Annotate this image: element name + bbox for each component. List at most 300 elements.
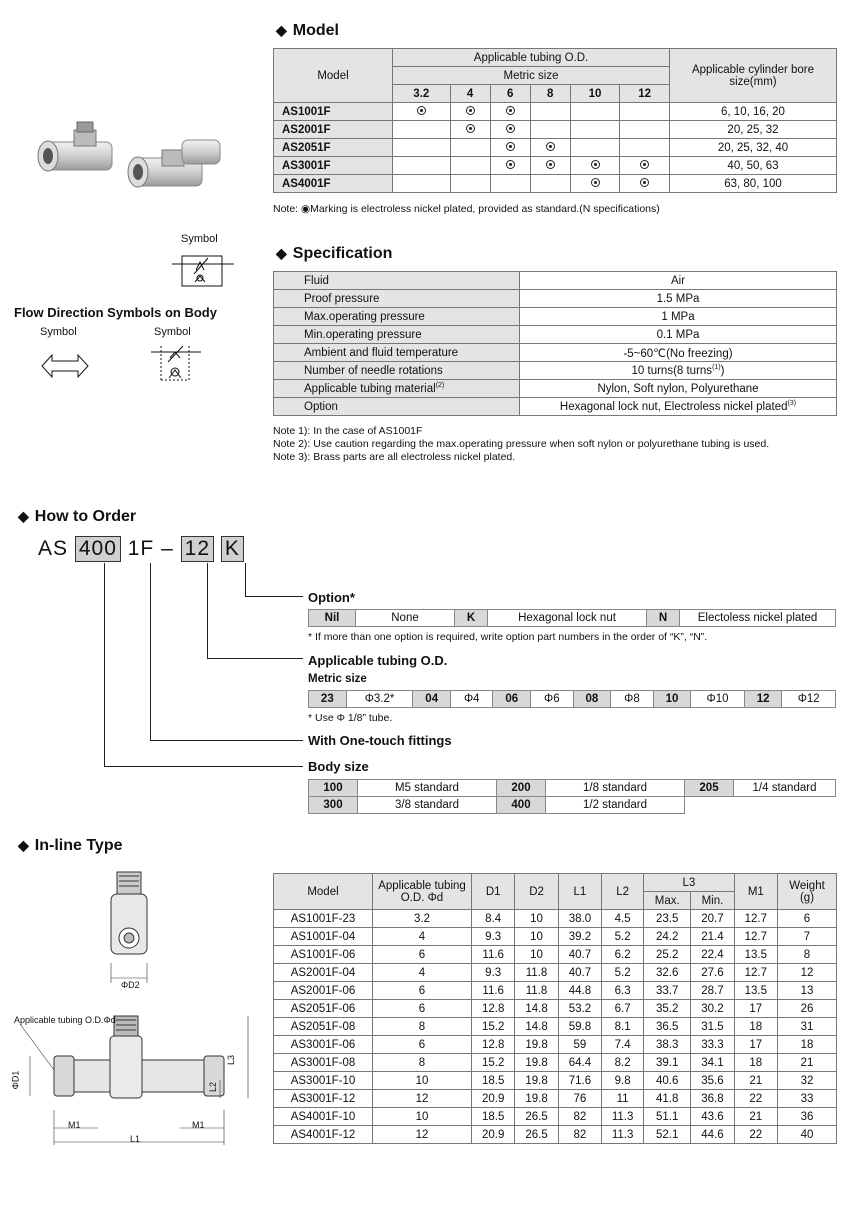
inline-cell: 38.0 (558, 910, 601, 928)
inline-header-min: Min. (691, 892, 734, 910)
inline-cell: 5.2 (602, 964, 644, 982)
inline-cell: 20.9 (472, 1090, 515, 1108)
inline-model: AS2001F-04 (274, 964, 373, 982)
inline-model: AS3001F-08 (274, 1054, 373, 1072)
dim-d1: ΦD1 (10, 1070, 21, 1090)
marking-dot-icon (490, 103, 530, 121)
inline-cell: 13.5 (734, 946, 777, 964)
marking-dot-icon (466, 124, 475, 133)
tubing-code: 06 (493, 691, 531, 708)
inline-cell: 5.2 (602, 928, 644, 946)
inline-cell: 9.3 (472, 964, 515, 982)
inline-cell: 12.7 (734, 910, 777, 928)
inline-cell: 12.7 (734, 964, 777, 982)
model-name: AS3001F (274, 157, 393, 175)
inline-cell: 18 (734, 1054, 777, 1072)
inline-cell: 15.2 (472, 1018, 515, 1036)
inline-model: AS1001F-23 (274, 910, 373, 928)
inline-cell: 4.5 (602, 910, 644, 928)
size-header: 8 (530, 85, 570, 103)
model-note: Note: ◉Marking is electroless nickel plated, provided as standard.(N specifications) (273, 203, 660, 215)
inline-model: AS1001F-06 (274, 946, 373, 964)
spec-table (273, 271, 837, 416)
inline-cell: 11.6 (472, 946, 515, 964)
spec-row (274, 290, 837, 308)
spec-value-text: 10 turns(8 turns (631, 364, 713, 377)
spec-section-title: ◆ Specification (276, 245, 393, 262)
metric-title: Metric size (308, 673, 367, 685)
inline-row (274, 1018, 837, 1036)
inline-cell: 6 (373, 1036, 472, 1054)
spec-key-text: Ambient and fluid temperature (304, 346, 459, 359)
inline-cell: 14.8 (515, 1018, 558, 1036)
inline-model: AS1001F-04 (274, 928, 373, 946)
inline-cell: 18 (734, 1018, 777, 1036)
inline-cell: 10 (515, 928, 558, 946)
tubing-table (308, 690, 836, 708)
inline-cell: 21 (734, 1072, 777, 1090)
model-table (273, 48, 837, 193)
spec-value-text: -5~60℃(No freezing) (623, 347, 733, 360)
inline-cell: 12 (373, 1090, 472, 1108)
order-code (38, 536, 244, 562)
metric-header: Metric size (393, 67, 670, 85)
spec-notes (273, 425, 769, 464)
tubing-size: Φ10 (691, 691, 744, 708)
inline-cell: 32 (778, 1072, 837, 1090)
spec-key (274, 272, 520, 290)
size-header: 4 (450, 85, 490, 103)
body-title: Body size (308, 759, 369, 774)
marking-dot-icon (546, 142, 555, 151)
spec-key (274, 308, 520, 326)
inline-cell: 6 (373, 1000, 472, 1018)
inline-cell: 13 (778, 982, 837, 1000)
inline-cell: 22.4 (691, 946, 734, 964)
flow-control-symbol-icon (168, 252, 238, 292)
inline-cell: 41.8 (644, 1090, 691, 1108)
spec-note-ref: (1) (712, 364, 721, 372)
tubing-header: Applicable tubing O.D. (393, 49, 670, 67)
inline-cell: 18 (778, 1036, 837, 1054)
inline-cell: 12 (778, 964, 837, 982)
inline-model: AS3001F-12 (274, 1090, 373, 1108)
inline-cell: 26.5 (515, 1126, 558, 1144)
inline-cell: 19.8 (515, 1090, 558, 1108)
tubing-note: * Use Φ 1/8” tube. (308, 712, 393, 724)
tubing-size: Φ3.2* (346, 691, 413, 708)
spec-value (520, 362, 837, 380)
inline-header-m1: M1 (734, 874, 777, 910)
inline-cell: 30.2 (691, 1000, 734, 1018)
inline-cell: 9.3 (472, 928, 515, 946)
spec-row (274, 272, 837, 290)
inline-cell: 8 (373, 1054, 472, 1072)
marking-dot-icon (450, 121, 490, 139)
inline-cell: 6 (373, 946, 472, 964)
option-desc-n: Electoless nickel plated (680, 610, 836, 627)
inline-cell: 11.8 (515, 964, 558, 982)
inline-row (274, 1000, 837, 1018)
spec-value (520, 326, 837, 344)
tubing-size: Φ12 (782, 691, 836, 708)
inline-cell: 23.5 (644, 910, 691, 928)
inline-cell: 39.1 (644, 1054, 691, 1072)
model-row (274, 157, 837, 175)
inline-cell: 18.5 (472, 1108, 515, 1126)
inline-cell: 8 (373, 1018, 472, 1036)
inline-cell: 53.2 (558, 1000, 601, 1018)
marking-dot-icon (450, 103, 490, 121)
inline-cell: 22 (734, 1126, 777, 1144)
tubing-code: 23 (309, 691, 347, 708)
order-section-title: ◆ How to Order (18, 508, 137, 525)
marking-dot-icon (620, 157, 670, 175)
model-name: AS2051F (274, 139, 393, 157)
spec-key (274, 326, 520, 344)
body-desc-300: 3/8 standard (358, 797, 497, 814)
inline-cell: 17 (734, 1036, 777, 1054)
inline-cell: 11.3 (602, 1126, 644, 1144)
marking-dot-icon (530, 157, 570, 175)
body-code-400: 400 (497, 797, 546, 814)
inline-cell: 26 (778, 1000, 837, 1018)
dim-tubing-label: Applicable tubing O.D.Φd (14, 1015, 116, 1025)
marking-dot-icon (490, 139, 530, 157)
empty-cell (530, 121, 570, 139)
size-header: 6 (490, 85, 530, 103)
spec-key-text: Number of needle rotations (304, 364, 443, 377)
code-prefix: AS (38, 537, 69, 560)
marking-dot-icon (591, 178, 600, 187)
inline-cell: 12.8 (472, 1036, 515, 1054)
model-section-title: ◆ Model (276, 22, 339, 39)
empty-cell (450, 139, 490, 157)
inline-cell: 14.8 (515, 1000, 558, 1018)
inline-model: AS3001F-06 (274, 1036, 373, 1054)
onetouch-title: With One-touch fittings (308, 733, 452, 748)
code-body-size: 400 (75, 536, 121, 562)
empty-cell (620, 103, 670, 121)
spec-note-ref: (3) (787, 400, 797, 408)
empty-cell (490, 175, 530, 193)
marking-dot-icon (620, 175, 670, 193)
spec-key-text: Max.operating pressure (304, 310, 425, 323)
inline-cell: 33 (778, 1090, 837, 1108)
inline-cell: 21.4 (691, 928, 734, 946)
inline-cell: 26.5 (515, 1108, 558, 1126)
dim-l3: L3 (226, 1054, 237, 1066)
model-row (274, 103, 837, 121)
body-desc-200: 1/8 standard (546, 780, 685, 797)
inline-cell: 33.3 (691, 1036, 734, 1054)
code-onetouch: 1F (127, 537, 155, 560)
inline-header-l1: L1 (558, 874, 601, 910)
inline-cell: 11.8 (515, 982, 558, 1000)
inline-cell: 59 (558, 1036, 601, 1054)
tubing-size: Φ8 (611, 691, 653, 708)
check-valve-symbol-icon (145, 342, 207, 392)
model-row (274, 139, 837, 157)
inline-header-weight: Weight (g) (778, 874, 837, 910)
inline-cell: 28.7 (691, 982, 734, 1000)
spec-value-text: 0.1 MPa (656, 328, 700, 341)
inline-model: AS2001F-06 (274, 982, 373, 1000)
marking-dot-icon (506, 160, 515, 169)
inline-cell: 13.5 (734, 982, 777, 1000)
option-table (308, 609, 836, 627)
body-code-300: 300 (309, 797, 358, 814)
dim-l2: L2 (208, 1081, 219, 1093)
bore-size: 40, 50, 63 (670, 157, 837, 175)
spec-note-1: Note 1): In the case of AS1001F (273, 425, 423, 437)
inline-table (273, 873, 837, 1144)
marking-dot-icon (640, 160, 649, 169)
body-code-205: 205 (685, 780, 734, 797)
inline-section-title: ◆ In-line Type (18, 837, 123, 854)
inline-cell: 7 (778, 928, 837, 946)
dim-l1: L1 (130, 1134, 141, 1144)
inline-model: AS4001F-12 (274, 1126, 373, 1144)
spec-key (274, 380, 520, 398)
marking-dot-icon (417, 106, 426, 115)
inline-cell: 33.7 (644, 982, 691, 1000)
inline-model: AS3001F-10 (274, 1072, 373, 1090)
spec-value-text: Air (670, 274, 686, 287)
spec-note-3: Note 3): Brass parts are all electroless nickel plated. (273, 451, 516, 463)
spec-key (274, 344, 520, 362)
inline-cell: 3.2 (373, 910, 472, 928)
spec-row (274, 326, 837, 344)
symbol-label-top: Symbol (181, 233, 218, 245)
bore-header: Applicable cylinder bore size(mm) (670, 49, 837, 103)
inline-cell: 44.8 (558, 982, 601, 1000)
option-code-nil: Nil (309, 610, 356, 627)
tubing-code: 08 (573, 691, 611, 708)
inline-cell: 27.6 (691, 964, 734, 982)
empty-cell (393, 121, 451, 139)
spec-row (274, 344, 837, 362)
spec-value (520, 272, 837, 290)
spec-value (520, 380, 837, 398)
inline-row (274, 928, 837, 946)
inline-cell: 8.4 (472, 910, 515, 928)
inline-cell: 17 (734, 1000, 777, 1018)
empty-cell (393, 175, 451, 193)
spec-key-text: Min.operating pressure (304, 328, 422, 341)
inline-cell: 11.3 (602, 1108, 644, 1126)
empty-cell (570, 103, 620, 121)
inline-cell: 22 (734, 1090, 777, 1108)
inline-cell: 10 (515, 910, 558, 928)
inline-side-view-drawing (10, 1010, 260, 1150)
inline-row (274, 1108, 837, 1126)
inline-cell: 19.8 (515, 1054, 558, 1072)
inline-cell: 32.6 (644, 964, 691, 982)
marking-dot-icon (530, 139, 570, 157)
option-desc-nil: None (356, 610, 455, 627)
empty-cell (530, 175, 570, 193)
inline-cell: 12.8 (472, 1000, 515, 1018)
inline-cell: 40.7 (558, 946, 601, 964)
spec-row (274, 398, 837, 416)
body-desc-205: 1/4 standard (734, 780, 836, 797)
inline-cell: 20.7 (691, 910, 734, 928)
inline-row (274, 1072, 837, 1090)
option-title: Option* (308, 590, 355, 605)
inline-header-l2: L2 (602, 874, 644, 910)
spec-key-text: Fluid (304, 274, 329, 287)
inline-cell: 52.1 (644, 1126, 691, 1144)
inline-row (274, 1126, 837, 1144)
inline-cell: 21 (734, 1108, 777, 1126)
spec-key-text: Option (304, 400, 338, 413)
spec-key-text: Proof pressure (304, 292, 380, 305)
inline-cell: 43.6 (691, 1108, 734, 1126)
inline-row (274, 1036, 837, 1054)
marking-dot-icon (570, 175, 620, 193)
inline-cell: 21 (778, 1054, 837, 1072)
tubing-code: 10 (653, 691, 691, 708)
tubing-code: 12 (744, 691, 782, 708)
inline-cell: 11.6 (472, 982, 515, 1000)
spec-value-text: 1 MPa (661, 310, 695, 323)
inline-cell: 10 (373, 1108, 472, 1126)
inline-cell: 35.2 (644, 1000, 691, 1018)
marking-dot-icon (490, 121, 530, 139)
marking-dot-icon (506, 106, 515, 115)
dim-m1-right: M1 (192, 1120, 205, 1130)
inline-row (274, 946, 837, 964)
code-tubing: 12 (181, 536, 214, 562)
marking-dot-icon (506, 124, 515, 133)
spec-value-text: Nylon, Soft nylon, Polyurethane (597, 382, 759, 395)
inline-cell: 18.5 (472, 1072, 515, 1090)
flow-direction-title: Flow Direction Symbols on Body (14, 305, 217, 320)
inline-cell: 7.4 (602, 1036, 644, 1054)
inline-cell: 59.8 (558, 1018, 601, 1036)
spec-row (274, 308, 837, 326)
inline-top-view-drawing (95, 868, 165, 998)
marking-dot-icon (490, 157, 530, 175)
spec-value (520, 290, 837, 308)
inline-cell: 4 (373, 964, 472, 982)
spec-row (274, 380, 837, 398)
body-table (308, 779, 836, 814)
bore-size: 20, 25, 32 (670, 121, 837, 139)
inline-model: AS2051F-06 (274, 1000, 373, 1018)
dim-m1-left: M1 (68, 1120, 81, 1130)
model-name: AS1001F (274, 103, 393, 121)
marking-dot-icon (466, 106, 475, 115)
inline-cell: 40 (778, 1126, 837, 1144)
model-name: AS2001F (274, 121, 393, 139)
inline-cell: 36.5 (644, 1018, 691, 1036)
inline-cell: 12.7 (734, 928, 777, 946)
marking-dot-icon (570, 157, 620, 175)
inline-model: AS4001F-10 (274, 1108, 373, 1126)
inline-header-d1: D1 (472, 874, 515, 910)
spec-note-ref: (2) (435, 382, 445, 390)
marking-dot-icon (591, 160, 600, 169)
inline-cell: 19.8 (515, 1036, 558, 1054)
body-code-200: 200 (497, 780, 546, 797)
inline-cell: 6 (778, 910, 837, 928)
marking-dot-icon (506, 142, 515, 151)
product-photo (32, 120, 232, 220)
inline-header-d2: D2 (515, 874, 558, 910)
empty-cell (620, 121, 670, 139)
bore-size: 20, 25, 32, 40 (670, 139, 837, 157)
inline-cell: 19.8 (515, 1072, 558, 1090)
dim-d2: ΦD2 (121, 980, 140, 990)
body-desc-400: 1/2 standard (546, 797, 685, 814)
inline-cell: 24.2 (644, 928, 691, 946)
inline-row (274, 910, 837, 928)
tubing-size: Φ4 (451, 691, 493, 708)
inline-cell: 82 (558, 1126, 601, 1144)
spec-note-2: Note 2): Use caution regarding the max.operating pressure when soft nylon or polyurethane tubing is used. (273, 438, 770, 450)
inline-cell: 6 (373, 982, 472, 1000)
body-desc-100: M5 standard (358, 780, 497, 797)
inline-cell: 31 (778, 1018, 837, 1036)
spec-value (520, 398, 837, 416)
inline-cell: 25.2 (644, 946, 691, 964)
spec-value-text: Hexagonal lock nut, Electroless nickel plated (559, 400, 788, 413)
inline-cell: 12 (373, 1126, 472, 1144)
inline-cell: 36 (778, 1108, 837, 1126)
inline-row (274, 982, 837, 1000)
inline-row (274, 964, 837, 982)
double-arrow-icon (40, 352, 90, 380)
inline-cell: 9.8 (602, 1072, 644, 1090)
inline-cell: 76 (558, 1090, 601, 1108)
inline-cell: 82 (558, 1108, 601, 1126)
empty-cell (620, 139, 670, 157)
model-name: AS4001F (274, 175, 393, 193)
tubing-size: Φ6 (531, 691, 573, 708)
empty-cell (570, 139, 620, 157)
inline-cell: 15.2 (472, 1054, 515, 1072)
size-header: 12 (620, 85, 670, 103)
inline-cell: 38.3 (644, 1036, 691, 1054)
option-note: * If more than one option is required, write option part numbers in the order of “K”, “N”. (308, 631, 708, 643)
inline-cell: 31.5 (691, 1018, 734, 1036)
inline-cell: 6.2 (602, 946, 644, 964)
inline-header-l3: L3 (644, 874, 734, 892)
model-header: Model (274, 49, 393, 103)
inline-cell: 64.4 (558, 1054, 601, 1072)
inline-header-tubing: Applicable tubing O.D. Φd (373, 874, 472, 910)
inline-cell: 39.2 (558, 928, 601, 946)
inline-cell: 51.1 (644, 1108, 691, 1126)
spec-value-text: 1.5 MPa (656, 292, 700, 305)
empty-cell (530, 103, 570, 121)
empty-cell (450, 157, 490, 175)
inline-cell: 20.9 (472, 1126, 515, 1144)
empty-cell (570, 121, 620, 139)
spec-key (274, 290, 520, 308)
option-desc-k: Hexagonal lock nut (488, 610, 647, 627)
inline-cell: 8.2 (602, 1054, 644, 1072)
inline-model: AS2051F-08 (274, 1018, 373, 1036)
inline-cell: 6.7 (602, 1000, 644, 1018)
model-row (274, 175, 837, 193)
inline-cell: 34.1 (691, 1054, 734, 1072)
inline-cell: 35.6 (691, 1072, 734, 1090)
inline-cell: 36.8 (691, 1090, 734, 1108)
spec-value-end: ) (720, 364, 725, 377)
